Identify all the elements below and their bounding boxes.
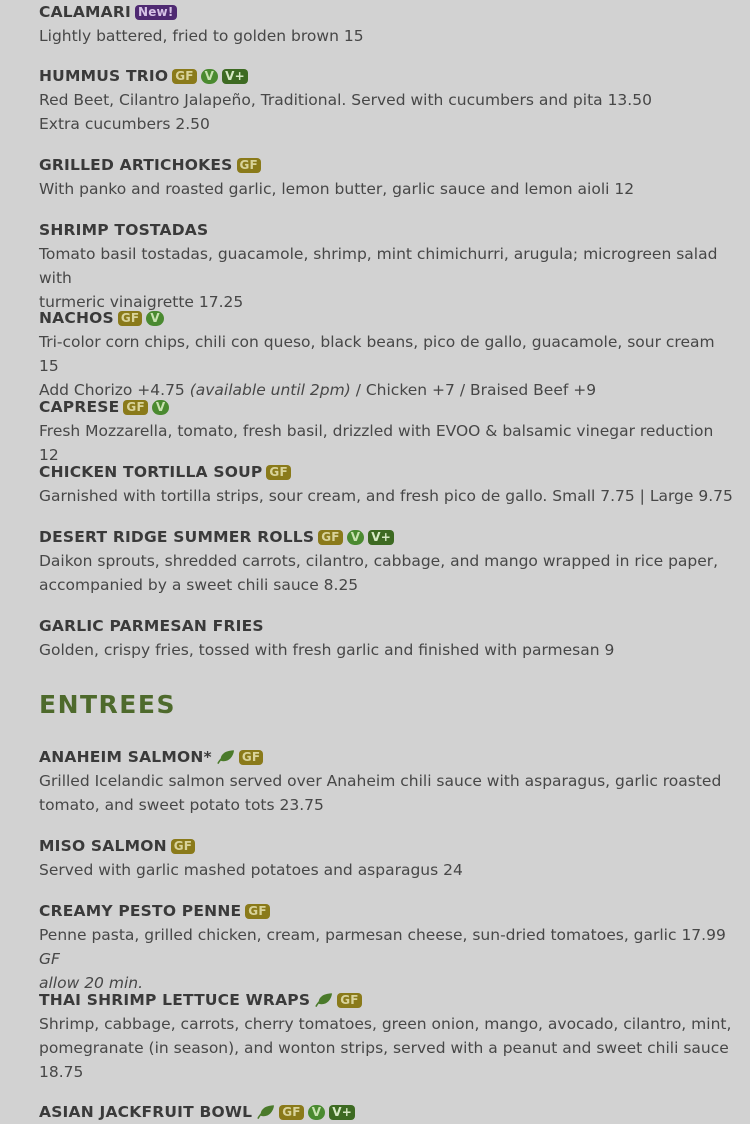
item-name: ANAHEIM SALMON* — [39, 748, 212, 766]
item-description: accompanied by a sweet chili sauce 8.25 — [39, 576, 359, 594]
vegetarian-badge: V — [146, 311, 164, 326]
item-name: HUMMUS TRIO — [39, 67, 169, 85]
menu-item — [39, 306, 735, 402]
item-description: 18.75 — [39, 1063, 84, 1081]
menu-item — [39, 460, 735, 508]
item-name: MISO SALMON — [39, 837, 167, 855]
gluten-free-badge: GF — [279, 1105, 303, 1120]
gluten-free-badge: GF — [118, 311, 142, 326]
vegetarian-badge: V — [308, 1105, 326, 1120]
menu-item — [39, 1100, 735, 1124]
section-title: ENTREES — [39, 690, 176, 719]
item-description: tomato, and sweet potato tots 23.75 — [39, 796, 324, 814]
gluten-free-badge: GF — [123, 400, 147, 415]
leaf-icon — [314, 992, 333, 1008]
item-description: Daikon sprouts, shredded carrots, cilantro, cabbage, and mango wrapped in rice paper, — [39, 552, 719, 570]
item-name: GARLIC PARMESAN FRIES — [39, 617, 264, 635]
item-description: Grilled Icelandic salmon served over Anaheim chili sauce with asparagus, garlic roasted — [39, 772, 722, 790]
menu-item — [39, 153, 735, 201]
vegetarian-badge: V — [201, 69, 219, 84]
item-name: CHICKEN TORTILLA SOUP — [39, 463, 263, 481]
item-description: Extra cucumbers 2.50 — [39, 115, 210, 133]
menu-item — [39, 525, 735, 597]
gluten-free-badge: GF — [237, 158, 261, 173]
item-description: Tri-color corn chips, chili con queso, black beans, pico de gallo, guacamole, sour cream 15 — [39, 333, 715, 375]
vegan-badge: V+ — [329, 1105, 355, 1120]
item-name: SHRIMP TOSTADAS — [39, 221, 209, 239]
item-description: Served with garlic mashed potatoes and asparagus 24 — [39, 861, 463, 879]
item-description: Garnished with tortilla strips, sour cream, and fresh pico de gallo. Small 7.75 | Large 9.75 — [39, 487, 733, 505]
vegetarian-badge: V — [152, 400, 170, 415]
menu-item — [39, 899, 735, 995]
menu-item — [39, 64, 735, 136]
item-description: Tomato basil tostadas, guacamole, shrimp, mint chimichurri, arugula; microgreen salad with — [39, 245, 718, 287]
menu-item — [39, 988, 735, 1084]
vegan-badge: V+ — [368, 530, 394, 545]
menu-item — [39, 395, 735, 467]
gluten-free-badge: GF — [337, 993, 361, 1008]
item-description: With panko and roasted garlic, lemon butter, garlic sauce and lemon aioli 12 — [39, 180, 635, 198]
item-name: CREAMY PESTO PENNE — [39, 902, 242, 920]
item-name: ASIAN JACKFRUIT BOWL — [39, 1103, 253, 1121]
menu-item — [39, 834, 735, 882]
item-addons: Add Chorizo +4.75 (available until 2pm) / Chicken +7 / Braised Beef +9 — [39, 381, 597, 399]
item-name: THAI SHRIMP LETTUCE WRAPS — [39, 991, 311, 1009]
gluten-free-badge: GF — [318, 530, 342, 545]
menu-item — [39, 745, 735, 817]
gluten-free-badge: GF — [239, 750, 263, 765]
leaf-icon — [216, 749, 235, 765]
item-description: Golden, crispy fries, tossed with fresh garlic and finished with parmesan 9 — [39, 641, 615, 659]
item-description: pomegranate (in season), and wonton strips, served with a peanut and sweet chili sauce — [39, 1039, 729, 1057]
item-description: Lightly battered, fried to golden brown 15 — [39, 27, 364, 45]
menu-item — [39, 0, 735, 48]
gluten-free-badge: GF — [266, 465, 290, 480]
item-description: Penne pasta, grilled chicken, cream, parmesan cheese, sun-dried tomatoes, garlic 17.99 GF — [39, 926, 726, 968]
vegetarian-badge: V — [347, 530, 365, 545]
menu-item — [39, 218, 735, 314]
item-name: NACHOS — [39, 309, 114, 327]
vegan-badge: V+ — [222, 69, 248, 84]
item-name: CALAMARI — [39, 3, 131, 21]
gluten-free-badge: GF — [245, 904, 269, 919]
item-name: CAPRESE — [39, 398, 120, 416]
item-name: GRILLED ARTICHOKES — [39, 156, 233, 174]
item-description: Red Beet, Cilantro Jalapeño, Traditional. Served with cucumbers and pita 13.50 — [39, 91, 652, 109]
menu-item — [39, 614, 735, 662]
item-description: Fresh Mozzarella, tomato, fresh basil, drizzled with EVOO & balsamic vinegar reduction 12 — [39, 422, 714, 464]
leaf-icon — [256, 1104, 275, 1120]
new-badge: New! — [135, 5, 177, 20]
gluten-free-badge: GF — [172, 69, 196, 84]
gluten-free-badge: GF — [171, 839, 195, 854]
item-description: Shrimp, cabbage, carrots, cherry tomatoes, green onion, mango, avocado, cilantro, mint, — [39, 1015, 732, 1033]
item-note: allow 20 min. — [39, 974, 144, 992]
item-name: DESERT RIDGE SUMMER ROLLS — [39, 528, 315, 546]
item-description: turmeric vinaigrette 17.25 — [39, 293, 244, 311]
